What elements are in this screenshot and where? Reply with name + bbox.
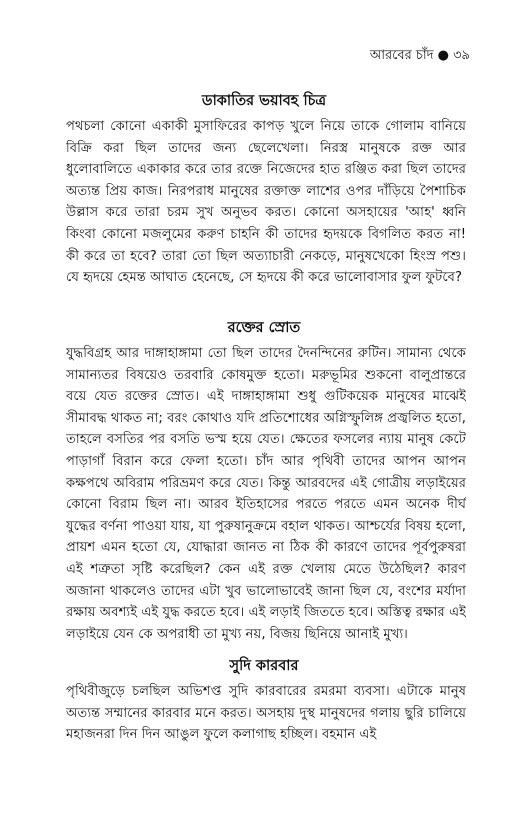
section-heading-usury: সুদি কারবার	[229, 658, 299, 674]
section-heading-robbery: ডাকাতির ভয়াবহ চিত্র	[201, 93, 327, 109]
running-header: আরবের চাঁদ ● ৩৯	[369, 48, 470, 63]
paragraph-blood-stream: যুদ্ধবিগ্রহ আর দাঙ্গাহাঙ্গামা তো ছিল তাদের দৈনন্দিনের রুটিন। সামান্য থেকে সামান্যতর বিষয়েও তরবারি কোষমুক্ত হতো। মরুভূমির শুকনো বালুপ্রান্তরে বয়ে যেত রক্তের স্রোত। এই দাঙ্গাহাঙ্গামা শুধু গুটিকয়েক মানুষের মাঝেই সীমাবদ্ধ থাকত না; বরং কোথাও যদি প্রতিশোধের অগ্নিস্ফুলিঙ্গ প্রজ্বলিত হতো, তাহলে বসতির পর বসতি ভস্ম হয়ে যেত। ক্ষেতের ফসলের ন্যায় মানুষ কেটে পাড়াগাঁ বিরান করে ফেলা হতো। চাঁদ আর পৃথিবী তাদের আপন আপন কক্ষপথে অবিরাম পরিভ্রমণ করে যেত। কিন্তু আরবদের এই গোত্রীয় লড়াইয়ের কোনো বিরাম ছিল না। আরব ইতিহাসের পরতে পরতে এমন অনেক দীর্ঘ যুদ্ধের বর্ণনা পাওয়া যায়, যা পুরুষানুক্রমে বহাল থাকত। আশ্চর্যের বিষয় হলো, প্রায়শ এমন হতো যে, যোদ্ধারা জানত না ঠিক কী কারণে তাদের পূর্বপুরুষরা এই শত্রুতা সৃষ্টি করেছিল? কেন এই রক্ত খেলায় মেতে উঠেছিল? কারণ অজানা থাকলেও তাদের এটা খুব ভালোভাবেই জানা ছিল যে, বংশের মর্যাদা রক্ষায় অবশ্যই এই যুদ্ধ করতে হবে। এই লড়াই জিততে হবে। অস্তিত্ব রক্ষার এই লড়াইয়ে যেন কে অপরাধী তা মুখ্য নয়, বিজয় ছিনিয়ে আনাই মুখ্য।	[66, 346, 466, 642]
paragraph-robbery: পথচলা কোনো একাকী মুসাফিরের কাপড় খুলে নিয়ে তাকে গোলাম বানিয়ে বিক্রি করা ছিল তাদের জন্য ছেলেখেলা। নিরস্ত্র মানুষকে রক্ত আর ধুলোবালিতে একাকার করে তার রক্তে নিজেদের হাত রঞ্জিত করা ছিল তাদের অত্যন্ত প্রিয় কাজ। নিরপরাধ মানুষের রক্তাক্ত লাশের ওপর দাঁড়িয়ে পৈশাচিক উল্লাস করে তারা চরম সুখ অনুভব করত। কোনো অসহায়ের 'আহ' ধ্বনি কিংবা কোনো মজলুমের করুণ চাহনি কী তাদের হৃদয়কে বিগলিত করত না! কী করে তা হবে? তারা তো ছিল অত্যাচারী নেকড়ে, মানুষখেকো হিংস্র পশু। যে হৃদয়ে হেমন্ত আঘাত হেনেছে, সে হৃদয়ে কী করে ভালোবাসার ফুল ফুটবে?	[66, 119, 466, 286]
section-heading-blood-stream: রক্তের স্রোত	[227, 320, 301, 336]
paragraph-usury: পৃথিবীজুড়ে চলছিল অভিশপ্ত সুদি কারবারের রমরমা ব্যবসা। এটাকে মানুষ অত্যন্ত সম্মানের কারবার মনে করত। অসহায় দুস্থ মানুষদের গলায় ছুরি চালিয়ে মহাজনরা দিন দিন আঙুল ফুলে কলাগাছ হচ্ছিল। বহমান এই	[66, 684, 466, 743]
